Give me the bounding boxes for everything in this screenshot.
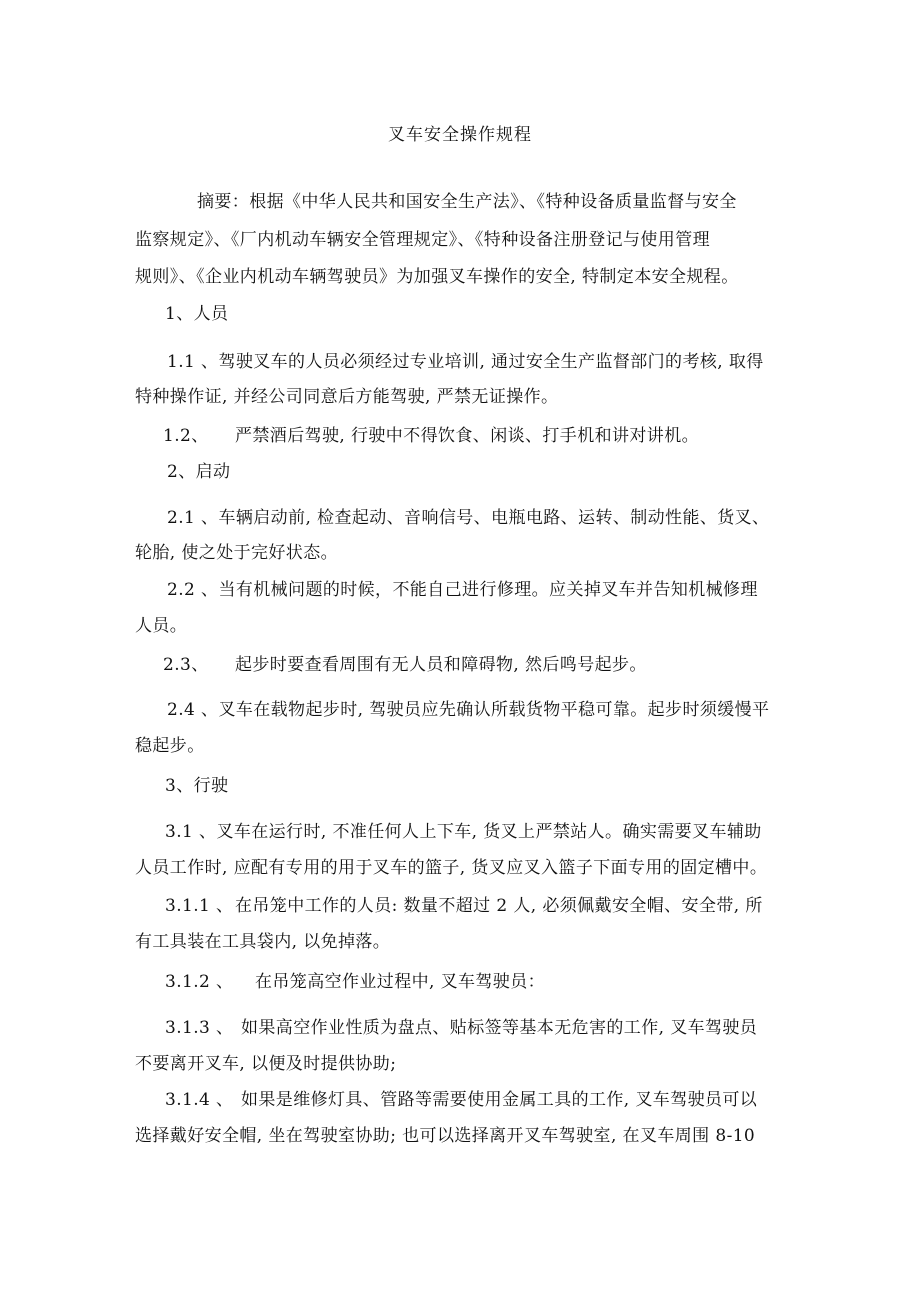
paragraph-line: 人员。 bbox=[135, 616, 188, 636]
paragraph-line: 3.1 、叉车在运行时, 不准任何人上下车, 货叉上严禁站人。确实需要叉车辅助 bbox=[165, 822, 762, 842]
paragraph-line: 2.2 、当有机械问题的时候，不能自己进行修理。应关掉叉车并告知机械修理 bbox=[167, 580, 758, 600]
paragraph-line: 2.4 、叉车在载物起步时, 驾驶员应先确认所载货物平稳可靠。起步时须缓慢平 bbox=[167, 700, 770, 720]
abstract-line: 规则》、《企业内机动车辆驾驶员》为加强叉车操作的安全, 特制定本安全规程。 bbox=[135, 267, 739, 287]
paragraph-line: 起步时要查看周围有无人员和障碍物, 然后鸣号起步。 bbox=[235, 655, 647, 675]
paragraph-line: 选择戴好安全帽, 坐在驾驶室协助; 也可以选择离开叉车驾驶室, 在叉车周围 8-10 bbox=[135, 1126, 756, 1146]
clause-number: 1.2、 bbox=[163, 426, 209, 446]
paragraph-line: 严禁酒后驾驶, 行驶中不得饮食、闲谈、打手机和讲对讲机。 bbox=[235, 426, 700, 446]
clause-number: 3.1.4 、 bbox=[165, 1090, 234, 1110]
abstract-line: 摘要：根据《中华人民共和国安全生产法》、《特种设备质量监督与安全 bbox=[197, 192, 737, 212]
paragraph-line: 人员工作时, 应配有专用的用于叉车的篮子, 货叉应叉入篮子下面专用的固定槽中。 bbox=[135, 858, 768, 878]
section-heading-driving: 3、行驶 bbox=[165, 776, 229, 796]
abstract-line: 监察规定》、《厂内机动车辆安全管理规定》、《特种设备注册登记与使用管理 bbox=[135, 230, 710, 250]
paragraph-line: 2.1 、车辆启动前, 检查起动、音响信号、电瓶电路、运转、制动性能、货叉、 bbox=[167, 508, 770, 528]
paragraph-line: 轮胎, 使之处于完好状态。 bbox=[135, 543, 339, 563]
section-heading-startup: 2、启动 bbox=[167, 462, 231, 482]
document-title: 叉车安全操作规程 bbox=[388, 125, 532, 145]
paragraph-line: 1.1 、驾驶叉车的人员必须经过专业培训, 通过安全生产监督部门的考核, 取得 bbox=[167, 352, 764, 372]
clause-number: 3.1.3 、 bbox=[165, 1018, 234, 1038]
paragraph-line: 有工具装在工具袋内, 以免掉落。 bbox=[135, 932, 391, 952]
clause-number: 2.3、 bbox=[163, 655, 209, 675]
paragraph-line: 如果高空作业性质为盘点、贴标签等基本无危害的工作, 叉车驾驶员 bbox=[241, 1018, 758, 1038]
clause-number: 3.1.1 、 bbox=[165, 896, 234, 916]
paragraph-line: 不要离开叉车, 以便及时提供协助; bbox=[135, 1054, 397, 1074]
paragraph-line: 特种操作证, 并经公司同意后方能驾驶, 严禁无证操作。 bbox=[135, 387, 559, 407]
clause-number: 3.1.2 、 bbox=[165, 972, 234, 992]
paragraph-line: 在吊笼中工作的人员: 数量不超过 2 人, 必须佩戴安全帽、安全带, 所 bbox=[235, 896, 763, 916]
paragraph-line: 如果是维修灯具、管路等需要使用金属工具的工作, 叉车驾驶员可以 bbox=[241, 1090, 758, 1110]
section-heading-personnel: 1、人员 bbox=[165, 304, 229, 324]
paragraph-line: 稳起步。 bbox=[135, 736, 205, 756]
paragraph-line: 在吊笼高空作业过程中, 叉车驾驶员： bbox=[255, 972, 546, 992]
